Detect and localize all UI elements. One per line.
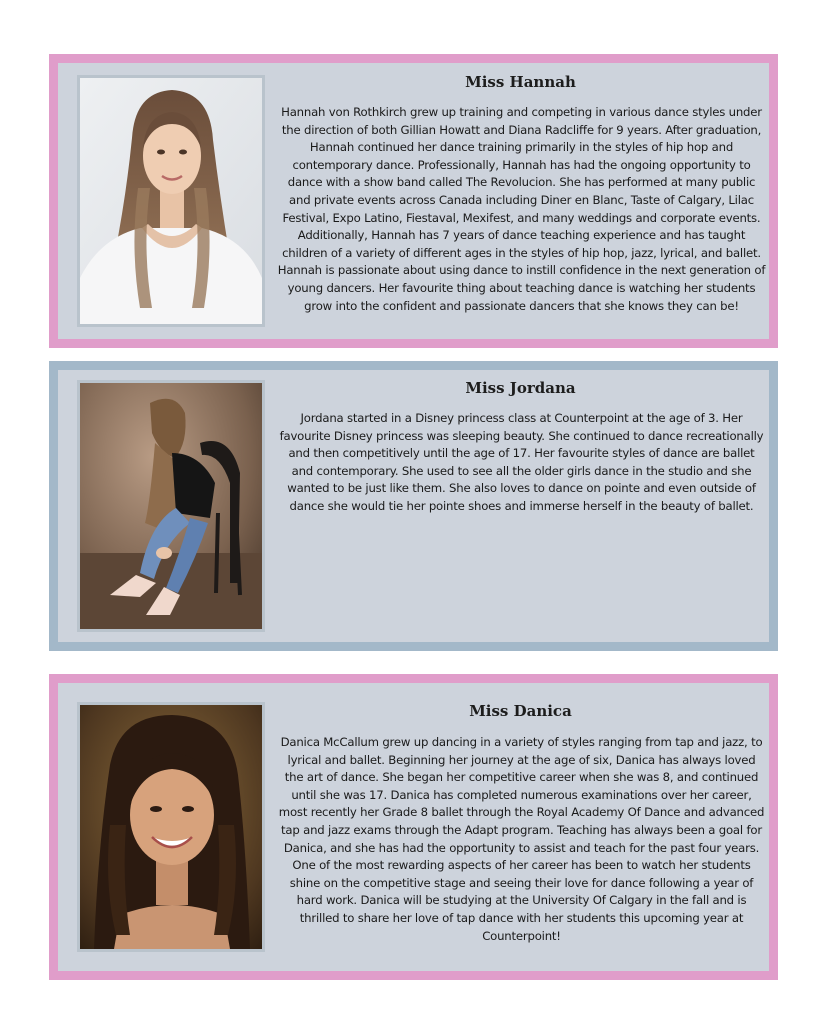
instructor-card-hannah xyxy=(49,54,778,348)
instructor-card-jordana xyxy=(49,361,778,651)
instructor-card-danica xyxy=(49,674,778,980)
jordana-ballet-image xyxy=(80,383,262,629)
danica-photo xyxy=(77,702,265,952)
instructor-bio: Hannah von Rothkirch grew up training and competing in various dance styles under the direction of both Gillian Howatt and Diana Radcliffe for 9 years. After graduation, Hannah continued her dance training primarily in the styles of hip hop and contemporary dance. Professionally, Hannah has had the ongoing opportunity to dance with a show band called The Revolucion. She has performed at many public and private events across Canada including Diner en Blanc, Taste of Calgary, Lilac Festival, Expo Latino, Fiestaval, Mexifest, and many weddings and corporate events. Additionally, Hannah has 7 years of dance teaching experience and has taught children of a variety of different ages in the styles of hip hop, jazz, lyrical, and ballet. Hannah is passionate about using dance to instill confidence in the next generation of young dancers. Her favourite thing about teaching dance is watching her students grow into the confident and passionate dancers that she knows they can be! xyxy=(277,105,766,313)
instructor-name: Miss Hannah xyxy=(465,73,576,91)
hannah-portrait-image xyxy=(80,78,262,324)
danica-portrait-image xyxy=(80,705,262,949)
instructor-name: Miss Danica xyxy=(469,702,572,720)
hannah-photo xyxy=(77,75,265,327)
instructor-bio: Jordana started in a Disney princess class at Counterpoint at the age of 3. Her favourite Disney princess was sleeping beauty. She continued to dance recreationally and then competitively until the age of 17. Her favourite styles of dance are ballet and contemporary. She used to see all the older girls dance in the studio and she wanted to be just like them. She also loves to dance on pointe and even outside of dance she would tie her pointe shoes and immerse herself in the beauty of ballet. xyxy=(279,411,764,513)
instructor-bio: Danica McCallum grew up dancing in a variety of styles ranging from tap and jazz, to lyrical and ballet. Beginning her journey at the age of six, Danica has always loved the art of dance. She began her competitive career when she was 8, and continued until she was 17. Danica has completed numerous examinations over her career, most recently her Grade 8 ballet through the Royal Academy Of Dance and advanced tap and jazz exams through the Adapt program. Teaching has always been a goal for Danica, and she has had the opportunity to assist and teach for the past four years. One of the most rewarding aspects of her career has been to watch her students shine on the competitive stage and seeing their love for dance following a year of hard work. Danica will be studying at the University Of Calgary in the fall and is thrilled to share her love of tap dance with her students this upcoming year at Counterpoint! xyxy=(278,735,765,943)
instructor-name: Miss Jordana xyxy=(465,379,576,397)
jordana-photo xyxy=(77,380,265,632)
